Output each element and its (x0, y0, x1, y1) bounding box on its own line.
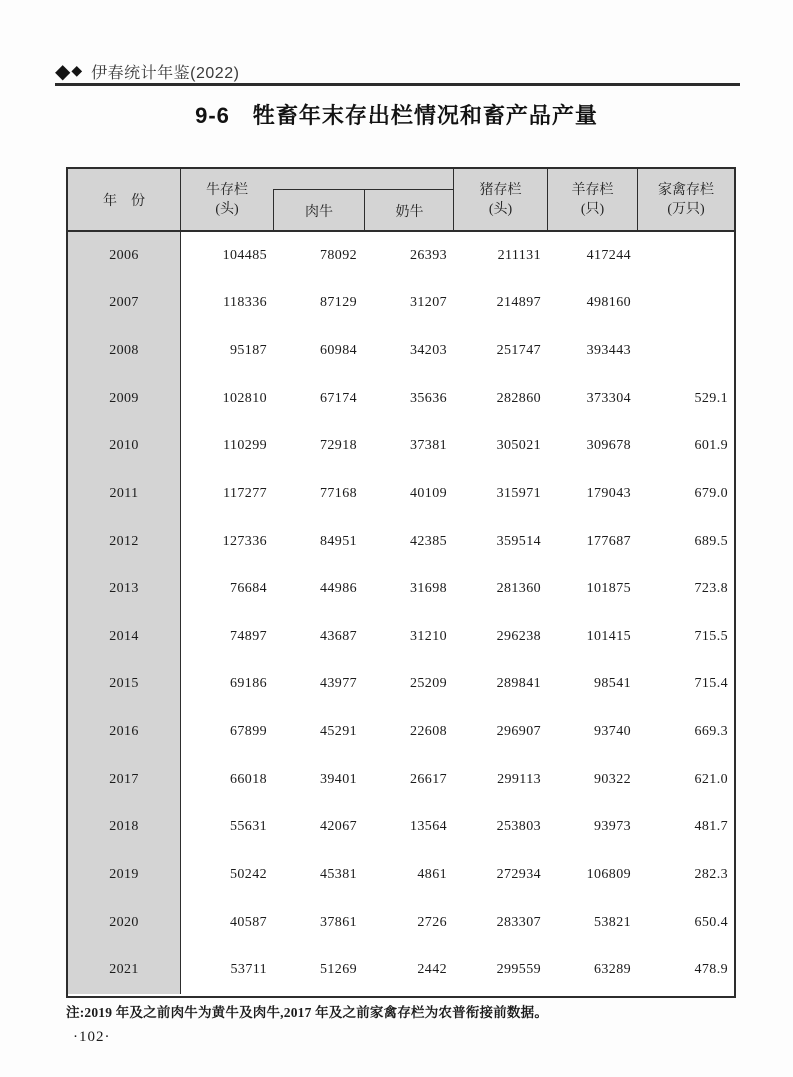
cell-dairy: 31210 (410, 628, 447, 644)
cell-cattle: 50242 (230, 866, 267, 882)
cell-cattle: 127336 (222, 533, 267, 549)
cell-cattle: 74897 (230, 628, 267, 644)
cell-beef: 77168 (320, 485, 357, 501)
cell-pig: 296907 (496, 724, 541, 740)
col-header-pig-line2: (头) (488, 201, 513, 217)
cell-dairy: 26393 (410, 247, 447, 263)
cell-beef: 78092 (320, 247, 357, 263)
cell-poultry: 478.9 (694, 962, 728, 978)
table-row (68, 804, 734, 852)
running-head-text: 伊春统计年鉴(2022) (91, 64, 240, 82)
col-header-sheep-line1: 羊存栏 (571, 182, 614, 198)
cell-poultry: 650.4 (694, 914, 728, 930)
cell-year: 2018 (68, 804, 181, 852)
cell-year: 2020 (68, 899, 181, 947)
cell-dairy: 35636 (410, 390, 447, 406)
cell-year: 2006 (68, 232, 181, 280)
cell-year: 2009 (68, 375, 181, 423)
cell-beef: 51269 (320, 962, 357, 978)
cell-pig: 281360 (496, 581, 541, 597)
cell-cattle: 118336 (223, 295, 267, 311)
cell-sheep: 373304 (586, 390, 631, 406)
cell-dairy: 2726 (417, 914, 447, 930)
cell-cattle: 117277 (223, 485, 267, 501)
cell-pig: 305021 (496, 438, 541, 454)
footnote: 注:2019 年及之前肉牛为黄牛及肉牛,2017 年及之前家禽存栏为农普衔接前数据。 (66, 1005, 549, 1020)
cell-pig: 299113 (497, 771, 541, 787)
cell-pig: 211131 (497, 247, 541, 263)
cell-year: 2008 (68, 327, 181, 375)
cell-dairy: 22608 (410, 724, 447, 740)
cell-dairy: 37381 (410, 438, 447, 454)
cell-pig: 253803 (496, 819, 541, 835)
cell-dairy: 40109 (410, 485, 447, 501)
cell-sheep: 63289 (594, 962, 631, 978)
cell-pig: 251747 (496, 343, 541, 359)
cell-poultry: 679.0 (694, 485, 728, 501)
cell-cattle: 67899 (230, 724, 267, 740)
cell-cattle: 40587 (230, 914, 267, 930)
cell-beef: 87129 (320, 295, 357, 311)
cell-year: 2021 (68, 946, 181, 994)
table-row (68, 708, 734, 756)
cell-beef: 45291 (320, 724, 357, 740)
col-header-pig (453, 169, 547, 230)
cell-pig: 282860 (496, 390, 541, 406)
table-row (68, 470, 734, 518)
table-body (68, 232, 734, 994)
cell-year: 2015 (68, 661, 181, 709)
col-header-beef: 肉牛 (305, 205, 333, 220)
cell-poultry (637, 327, 734, 375)
cell-sheep: 106809 (586, 866, 631, 882)
running-head (55, 59, 239, 83)
cell-poultry: 715.4 (694, 676, 728, 692)
cell-poultry: 282.3 (694, 866, 728, 882)
cell-pig: 214897 (496, 295, 541, 311)
cell-dairy: 26617 (410, 771, 447, 787)
col-header-cattle-line2: (头) (215, 201, 239, 217)
col-header-cattle-line1: 牛存栏 (206, 182, 248, 198)
cell-sheep: 498160 (586, 295, 631, 311)
cell-dairy: 13564 (410, 819, 447, 835)
cell-cattle: 66018 (230, 771, 267, 787)
col-header-cattle (181, 169, 273, 230)
cell-dairy: 2442 (417, 962, 447, 978)
table-row (68, 851, 734, 899)
cell-pig: 315971 (496, 485, 541, 501)
cell-cattle: 76684 (230, 581, 267, 597)
cell-poultry: 689.5 (694, 533, 728, 549)
cell-year: 2012 (68, 518, 181, 566)
diamond-icon: ◆ (55, 59, 71, 83)
page-title: 9-6 牲畜年末存出栏情况和畜产品产量 (195, 103, 598, 128)
cell-sheep: 93740 (594, 724, 631, 740)
cell-beef: 39401 (320, 771, 357, 787)
cell-beef: 60984 (320, 343, 357, 359)
table-row (68, 327, 734, 375)
col-header-dairy: 奶牛 (364, 190, 454, 232)
livestock-table (66, 167, 736, 998)
cell-year: 2013 (68, 565, 181, 613)
cell-sheep: 90322 (594, 771, 631, 787)
table-row (68, 375, 734, 423)
cell-cattle: 69186 (230, 676, 267, 692)
cattle-subheader-box (273, 189, 453, 232)
cell-sheep: 98541 (594, 676, 631, 692)
cell-pig: 272934 (496, 866, 541, 882)
table-row (68, 518, 734, 566)
cell-cattle: 53711 (230, 962, 267, 978)
cell-dairy: 42385 (410, 533, 447, 549)
col-header-sheep-line2: (只) (580, 201, 605, 217)
cell-beef: 43687 (320, 628, 357, 644)
cell-beef: 42067 (320, 819, 357, 835)
cell-dairy: 34203 (410, 343, 447, 359)
cell-pig: 359514 (496, 533, 541, 549)
cell-beef: 43977 (320, 676, 357, 692)
cell-dairy: 31698 (410, 581, 447, 597)
col-header-poultry-line2: (万只) (667, 201, 705, 217)
cell-poultry: 529.1 (694, 390, 728, 406)
cell-beef: 45381 (320, 866, 357, 882)
cell-pig: 299559 (496, 962, 541, 978)
cell-beef: 67174 (320, 390, 357, 406)
cell-year: 2010 (68, 423, 181, 471)
table-row (68, 280, 734, 328)
cell-sheep: 179043 (586, 485, 631, 501)
cell-beef: 84951 (320, 533, 357, 549)
cell-dairy: 25209 (410, 676, 447, 692)
cell-beef: 72918 (320, 438, 357, 454)
cell-cattle: 95187 (230, 343, 267, 359)
cell-beef: 44986 (320, 581, 357, 597)
table-row (68, 232, 734, 280)
cell-year: 2019 (68, 851, 181, 899)
cell-poultry (637, 232, 734, 280)
cell-cattle: 55631 (230, 819, 267, 835)
cell-year: 2007 (68, 280, 181, 328)
diamond-icon-small: ◆ (71, 63, 83, 79)
cell-sheep: 177687 (586, 533, 631, 549)
cell-sheep: 101875 (586, 581, 631, 597)
cell-poultry: 481.7 (694, 819, 728, 835)
cell-dairy: 31207 (410, 295, 447, 311)
cell-sheep: 101415 (586, 628, 631, 644)
table-row (68, 946, 734, 994)
cell-year: 2011 (68, 470, 181, 518)
cell-poultry: 723.8 (694, 581, 728, 597)
table-row (68, 423, 734, 471)
header-rule (55, 83, 740, 86)
cell-year: 2017 (68, 756, 181, 804)
table-row (68, 756, 734, 804)
cell-sheep: 393443 (586, 343, 631, 359)
page-number: ·102· (73, 1029, 111, 1045)
cell-dairy: 4861 (417, 866, 447, 882)
cell-poultry (637, 280, 734, 328)
cell-cattle: 104485 (222, 247, 267, 263)
cell-pig: 289841 (496, 676, 541, 692)
cell-poultry: 715.5 (694, 628, 728, 644)
cell-poultry: 621.0 (694, 771, 728, 787)
cell-pig: 283307 (496, 914, 541, 930)
cell-poultry: 669.3 (694, 724, 728, 740)
cell-sheep: 53821 (594, 914, 631, 930)
col-header-sheep (547, 169, 637, 230)
cell-sheep: 93973 (594, 819, 631, 835)
col-header-poultry-line1: 家禽存栏 (658, 182, 714, 198)
col-header-year: 年 份 (68, 169, 181, 230)
cell-cattle: 110299 (223, 438, 267, 454)
cell-pig: 296238 (496, 628, 541, 644)
cell-year: 2016 (68, 708, 181, 756)
cell-sheep: 417244 (586, 247, 631, 263)
col-header-pig-line1: 猪存栏 (479, 182, 522, 198)
table-row (68, 661, 734, 709)
cell-year: 2014 (68, 613, 181, 661)
col-header-poultry (637, 169, 734, 230)
table-header (68, 169, 734, 232)
cell-cattle: 102810 (222, 390, 267, 406)
table-row (68, 899, 734, 947)
cell-sheep: 309678 (586, 438, 631, 454)
table-row (68, 613, 734, 661)
table-row (68, 565, 734, 613)
cell-beef: 37861 (320, 914, 357, 930)
cell-poultry: 601.9 (694, 438, 728, 454)
